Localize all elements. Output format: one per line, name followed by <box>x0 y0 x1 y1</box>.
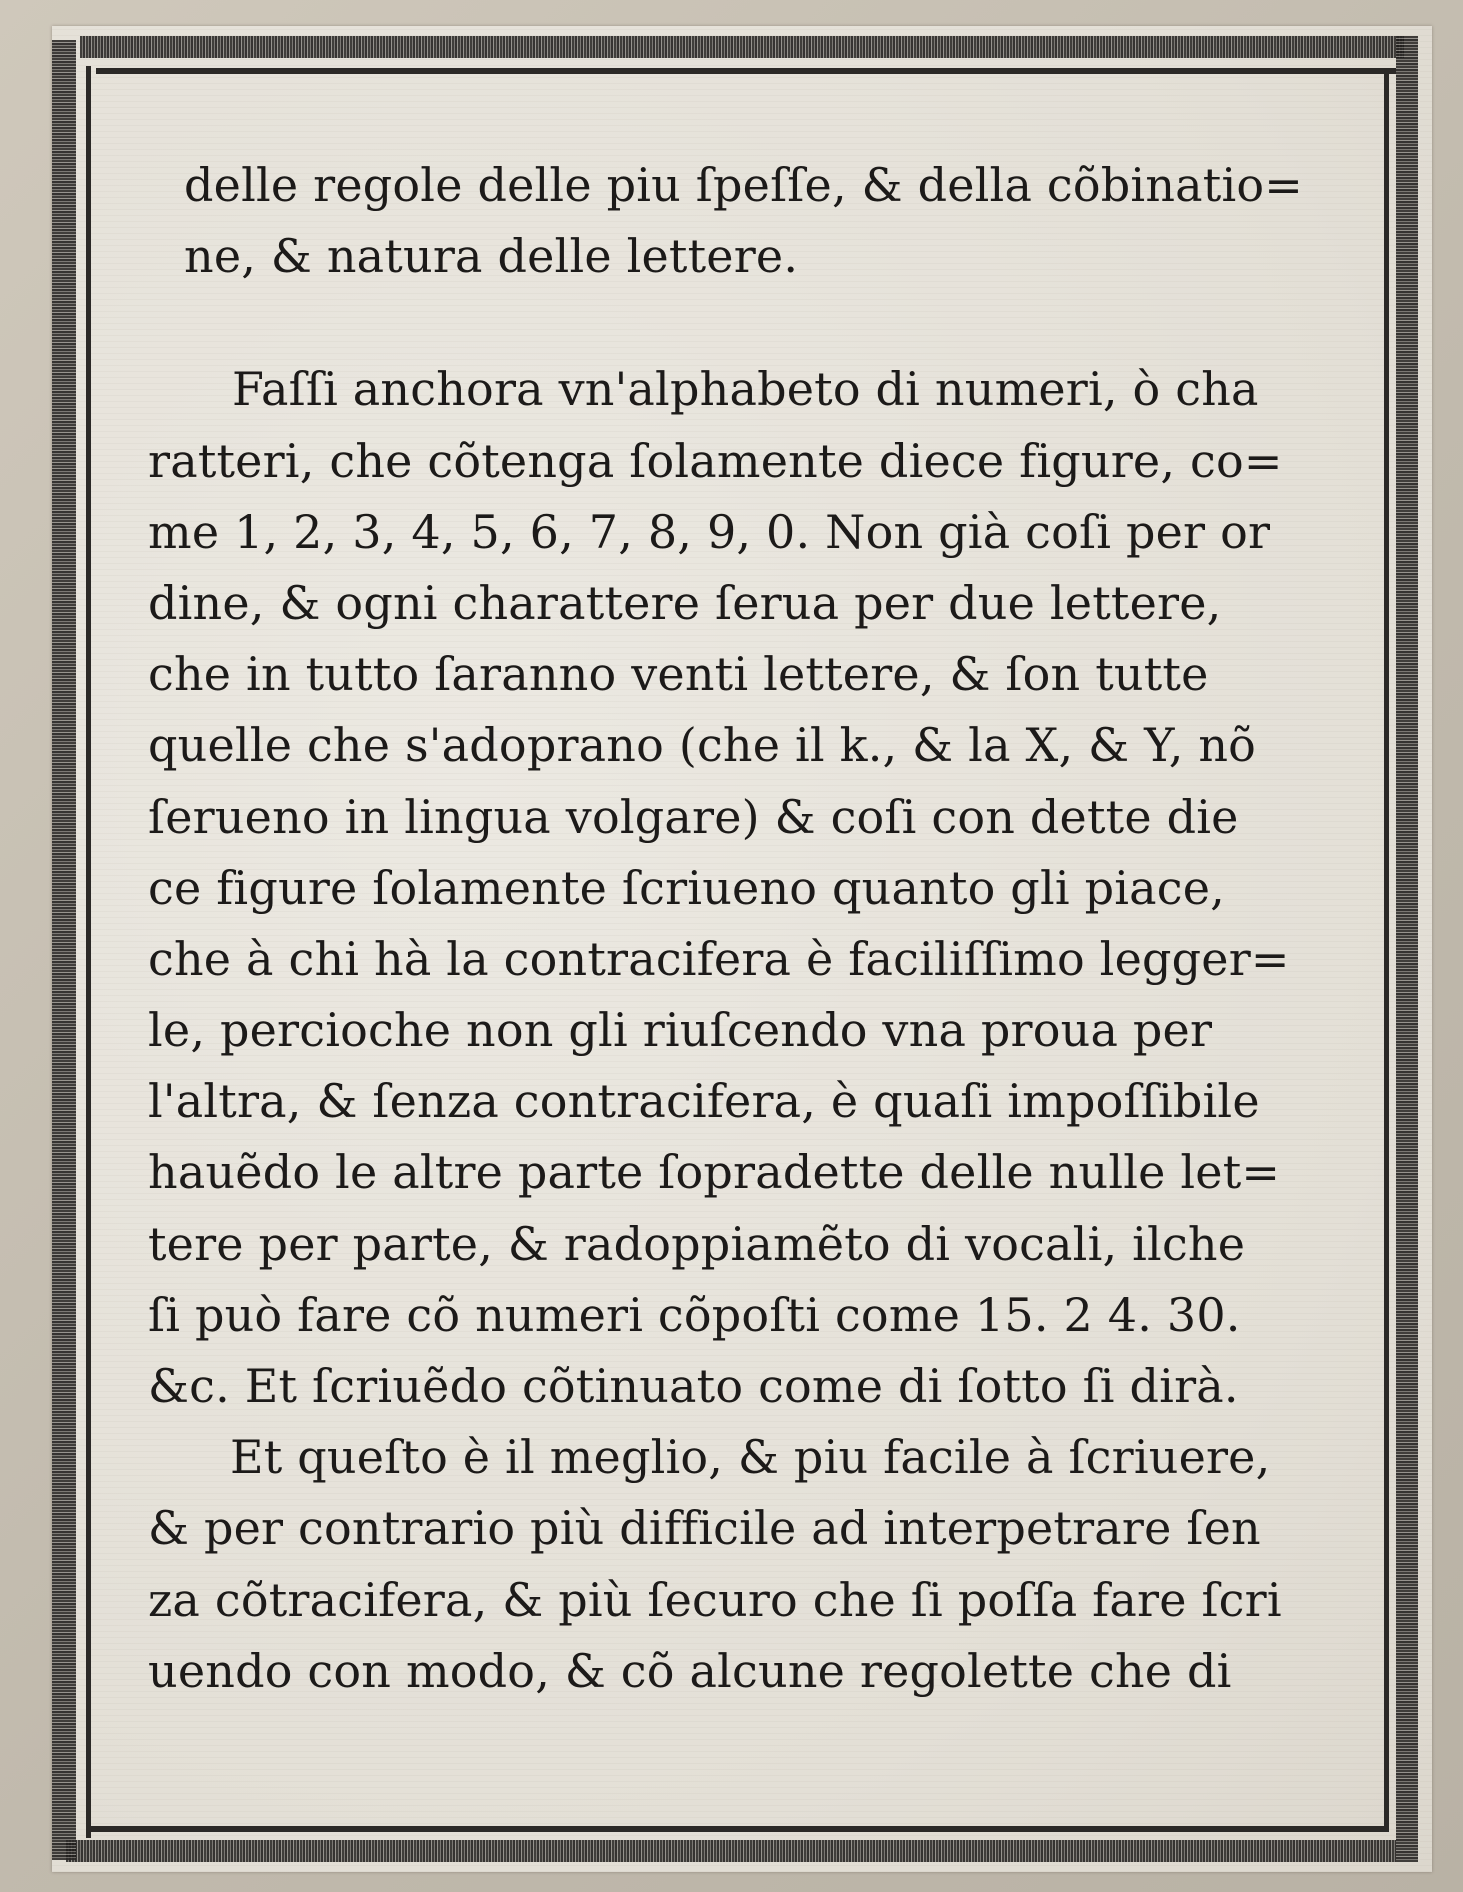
text-line: le, percioche non gli riuſcendo vna proua per <box>148 1003 1213 1058</box>
text-line: ſerueno in lingua volgare) & coſi con dette die <box>148 789 1239 844</box>
text-line: Faſſi anchora vn'alphabeto di numeri, ò cha <box>232 362 1259 417</box>
text-line: Et queſto è il meglio, & piu facile à ſcriuere, <box>230 1430 1271 1485</box>
text-line: hauẽdo le altre parte ſopradette delle nulle let= <box>148 1145 1281 1200</box>
top-border-band <box>80 36 1404 58</box>
text-line: tere per parte, & radoppiamẽto di vocali, ilche <box>148 1216 1246 1271</box>
paragraph-2 <box>148 354 1338 1422</box>
text-line: ſi può fare cõ numeri cõpoſti come 15. 2 4. 30. <box>148 1287 1241 1342</box>
text-line: ce figure ſolamente ſcriueno quanto gli piace, <box>148 860 1225 915</box>
bottom-border-rule <box>88 1826 1388 1832</box>
text-line: za cõtracifera, & più ſecuro che ſi poſſa fare ſcri <box>148 1572 1282 1627</box>
left-border-rule <box>86 66 91 1838</box>
text-line: & per contrario più difficile ad interpetrare ſen <box>148 1501 1261 1556</box>
bottom-border-band <box>66 1840 1396 1862</box>
text-line: &c. Et ſcriuẽdo cõtinuato come di ſotto ſi dirà. <box>148 1359 1239 1413</box>
text-line: quelle che s'adoprano (che il k., & la X, & Y, nõ <box>148 718 1257 773</box>
right-border-rule <box>1384 72 1389 1832</box>
top-border-rule <box>96 68 1396 74</box>
paragraph-1 <box>148 150 1338 292</box>
text-line: ne, & natura delle lettere. <box>184 229 799 284</box>
text-line: che à chi hà la contracifera è faciliſſimo legger= <box>148 931 1290 986</box>
paragraph-3 <box>148 1422 1338 1707</box>
text-line: dine, & ogni charattere ſerua per due lettere, <box>148 575 1222 630</box>
text-line: delle regole delle piu ſpeſſe, & della cõbinatio= <box>184 158 1304 212</box>
body-text <box>148 150 1338 1707</box>
text-line: l'altra, & ſenza contracifera, è quaſi impoſſibile <box>148 1074 1260 1129</box>
text-line: me 1, 2, 3, 4, 5, 6, 7, 8, 9, 0. Non già coſi per or <box>148 504 1271 559</box>
text-line: ratteri, che cõtenga ſolamente diece figure, co= <box>148 433 1283 488</box>
right-border-band <box>1396 36 1418 1862</box>
left-border-band <box>52 40 76 1860</box>
text-line: che in tutto ſaranno venti lettere, & ſon tutte <box>148 647 1209 702</box>
text-line: uendo con modo, & cõ alcune regolette che di <box>148 1643 1232 1698</box>
